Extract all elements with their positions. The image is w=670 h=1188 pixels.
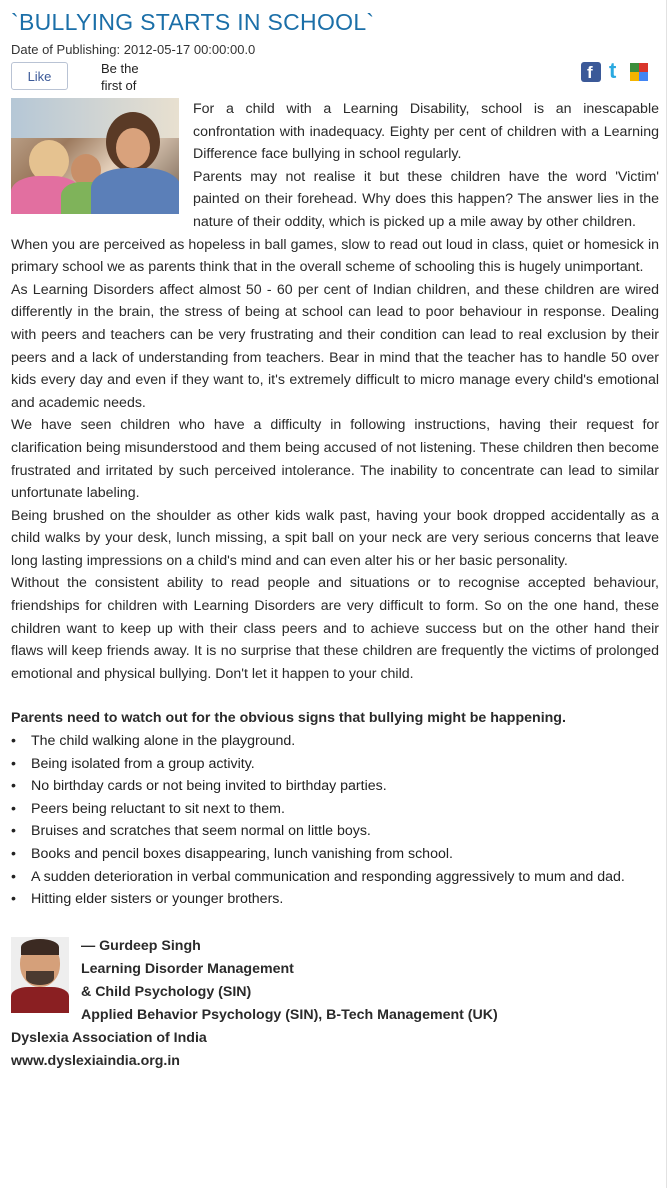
social-bar [11, 60, 659, 96]
paragraph: For a child with a Learning Disability, school is an inescapable confrontation with inadequacy. Eighty per cent of children with a Learning Difference face bullying in school regularly. [193, 101, 659, 163]
list-item: • A sudden deterioration in verbal communication and responding aggressively to mum and dad. [11, 866, 659, 889]
list-item: • No birthday cards or not being invited to birthday parties. [11, 775, 659, 798]
facebook-icon[interactable] [581, 62, 601, 82]
author-credential: & Child Psychology (SIN) [81, 983, 252, 1000]
organization-website[interactable]: www.dyslexiaindia.org.in [11, 1052, 180, 1069]
children-classroom-photo [11, 98, 179, 214]
paragraph: We have seen children who have a difficulty in following instructions, having their request for clarification being misunderstood and them being accused of not listening. These children then become frustrated and irritated by such perceived intolerance. The inability to concentrate can lead to similar unfortunate labeling. [11, 417, 659, 502]
list-item: • Bruises and scratches that seem normal on little boys. [11, 820, 659, 843]
paragraph: Parents may not realise it but these children have the word 'Victim' painted on their forehead. Why does this happen? The answer lies in the nature of their oddity, which is picked up a mile away by other children. [193, 168, 659, 230]
like-count-text: Be the first of [101, 61, 139, 93]
list-item: • The child walking alone in the playground. [11, 730, 659, 753]
paragraph: When you are perceived as hopeless in ball games, slow to read out loud in class, quiet or homesick in primary school we as parents think that in the overall scheme of schooling this is hugely unimportant. [11, 236, 659, 276]
warning-signs-list [11, 730, 659, 911]
facebook-like-button[interactable]: Like [11, 62, 68, 90]
warning-signs-section [11, 707, 659, 910]
list-item: • Being isolated from a group activity. [11, 753, 659, 776]
organization-info [11, 1027, 207, 1073]
page-title: `BULLYING STARTS IN SCHOOL` [11, 9, 375, 35]
twitter-icon[interactable] [605, 62, 625, 82]
author-photo [11, 937, 69, 1013]
author-credential: Applied Behavior Psychology (SIN), B-Tech Management (UK) [81, 1006, 498, 1023]
list-item: • Hitting elder sisters or younger brothers. [11, 888, 659, 911]
author-credential: Learning Disorder Management [81, 960, 294, 977]
article-body [11, 98, 659, 685]
publish-date: Date of Publishing: 2012-05-17 00:00:00.0 [11, 42, 256, 57]
organization-name: Dyslexia Association of India [11, 1029, 207, 1046]
paragraph: Being brushed on the shoulder as other kids walk past, having your book dropped accidentally as a child walks by your desk, lunch missing, a spit ball on your neck are very serious concerns that leave long lasting impressions on a child's mind and can even alter his or her basic personality. [11, 507, 659, 569]
list-item: • Books and pencil boxes disappearing, lunch vanishing from school. [11, 843, 659, 866]
author-credentials [81, 935, 498, 1027]
share-icons [581, 62, 649, 82]
paragraph: As Learning Disorders affect almost 50 - 60 per cent of Indian children, and these children are wired differently in the brain, the stress of being at school can lead to poor behaviour in response. Dealing with peers and teachers can be very frustrating and their condition can lead to real exclusion by their peers and a lack of understanding from teachers. Bear in mind that the teacher has to handle 50 over kids every day and even if they want to, it's extremely difficult to micro manage every child's emotional and academic needs. [11, 281, 659, 411]
warning-signs-heading: Parents need to watch out for the obvious signs that bullying might be happening. [11, 710, 566, 727]
author-name: — Gurdeep Singh [81, 937, 201, 954]
paragraph: Without the consistent ability to read people and situations or to recognise accepted behaviour, friendships for children with Learning Disorders are very difficult to form. So on the one hand, these children want to keep up with their class peers and to achieve success but on the other hand their flaws will keep friends away. It is no surprise that these children are frequently the victims of prolonged emotional and physical bullying. Don't let it happen to your child. [11, 575, 659, 682]
list-item: • Peers being reluctant to sit next to them. [11, 798, 659, 821]
page-border [666, 0, 667, 1188]
author-block [11, 935, 659, 1085]
google-bookmark-icon[interactable] [629, 62, 649, 82]
